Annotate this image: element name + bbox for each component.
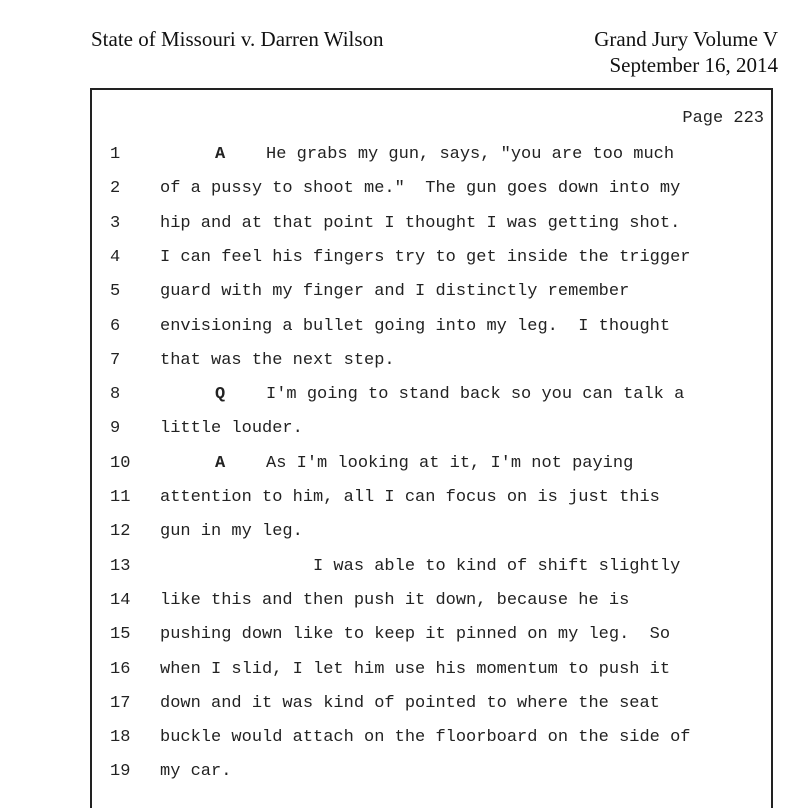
line-number: 2 (110, 179, 121, 199)
transcript-line (0, 214, 800, 248)
line-number: 16 (110, 659, 131, 679)
line-text: little louder. (160, 419, 303, 439)
page-number: Page 223 (682, 109, 764, 128)
line-number: 18 (110, 728, 131, 748)
transcript-line (0, 694, 800, 728)
line-number: 3 (110, 213, 121, 233)
line-text: my car. (160, 762, 232, 782)
transcript-line (0, 488, 800, 522)
line-text: buckle would attach on the floorboard on the side of (160, 728, 691, 748)
transcript-line (0, 728, 800, 762)
transcript-line (0, 522, 800, 556)
case-title: State of Missouri v. Darren Wilson (91, 27, 384, 51)
transcript-line (0, 248, 800, 282)
line-text: guard with my finger and I distinctly remember (160, 282, 630, 302)
speaker-label: A (215, 145, 226, 164)
line-text: attention to him, all I can focus on is just this (160, 488, 660, 507)
line-number: 14 (110, 590, 131, 610)
line-text: like this and then push it down, because he is (160, 590, 630, 610)
transcript-line (0, 317, 800, 351)
speech-text: I'm going to stand back so you can talk a (266, 385, 685, 405)
line-number: 8 (110, 385, 121, 405)
speaker-label: A (215, 453, 226, 473)
line-text: down and it was kind of pointed to where the seat (160, 693, 660, 713)
transcript-line (0, 762, 800, 796)
speaker-label: Q (215, 385, 226, 405)
transcript-line (0, 625, 800, 659)
line-text: pushing down like to keep it pinned on my leg. So (160, 625, 671, 645)
line-number: 15 (110, 625, 131, 645)
speech-text: As I'm looking at it, I'm not paying (266, 453, 634, 473)
line-number: 13 (110, 556, 131, 576)
line-number: 4 (110, 247, 121, 267)
line-text (215, 385, 684, 404)
line-text: that was the next step. (160, 350, 395, 370)
line-number: 5 (110, 282, 121, 302)
line-text: envisioning a bullet going into my leg. I thought (160, 316, 671, 336)
transcript-line (0, 454, 800, 488)
transcript-line (0, 385, 800, 419)
line-text (215, 145, 674, 164)
line-number: 6 (110, 316, 121, 336)
transcript-line (0, 351, 800, 385)
line-text: I can feel his fingers try to get inside the trigger (160, 247, 691, 267)
line-text: gun in my leg. (160, 522, 303, 542)
line-number: 7 (110, 350, 121, 370)
transcript-line (0, 145, 800, 179)
line-text: of a pussy to shoot me." The gun goes down into my (160, 179, 681, 199)
line-text: I was able to kind of shift slightly (160, 556, 681, 576)
line-number: 9 (110, 419, 121, 439)
line-number: 12 (110, 522, 131, 542)
transcript-line (0, 557, 800, 591)
transcript-line (0, 591, 800, 625)
line-number: 19 (110, 762, 131, 782)
transcript-line (0, 179, 800, 213)
volume-label: Grand Jury Volume V (594, 27, 778, 51)
speech-text: He grabs my gun, says, "you are too much (266, 145, 675, 164)
transcript-line (0, 282, 800, 316)
line-text: hip and at that point I thought I was getting shot. (160, 213, 681, 233)
line-text (215, 454, 633, 473)
line-number: 11 (110, 488, 131, 507)
line-number: 1 (110, 145, 121, 164)
transcript-line (0, 660, 800, 694)
line-number: 10 (110, 453, 131, 473)
hearing-date: September 16, 2014 (609, 53, 778, 77)
transcript-line (0, 419, 800, 453)
line-number: 17 (110, 693, 131, 713)
line-text: when I slid, I let him use his momentum to push it (160, 659, 671, 679)
